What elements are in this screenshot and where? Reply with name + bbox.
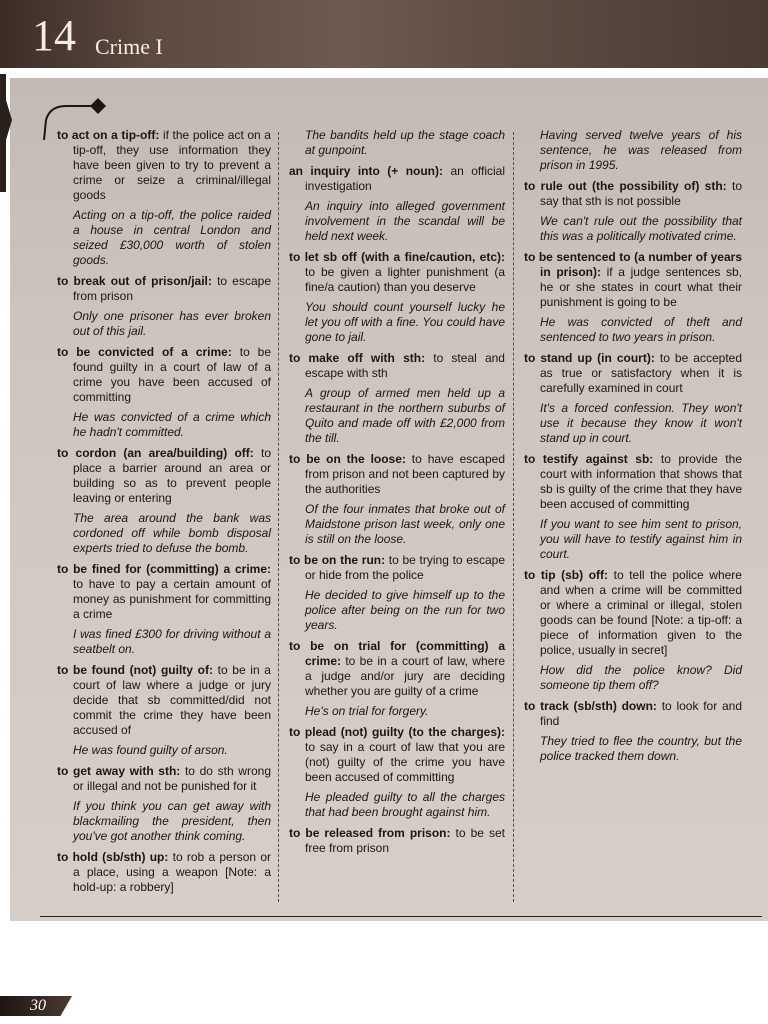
chapter-number: 14 xyxy=(32,11,76,60)
entry-definition: to steal and escape with sth xyxy=(305,351,505,380)
entry-example: He decided to give himself up to the police after being on the run for two years. xyxy=(305,588,505,632)
entry-definition: to be in a court of law, where a judge and/or jury are deciding whether you are guilty of a crime xyxy=(305,654,505,698)
entry-definition: if the police act on a tip-off, they use information they have been given to try to prevent a crime or seize a criminal/illegal goods xyxy=(73,128,271,202)
entry-headword: to track (sb/sth) down: xyxy=(524,699,657,713)
entry-definition: to rob a person or a place, using a weapon [Note: a hold-up: a robbery] xyxy=(73,850,271,894)
entry-definition: an official investigation xyxy=(305,164,506,193)
dictionary-entry xyxy=(57,446,271,506)
entry-headword: to get away with sth: xyxy=(57,764,181,778)
entry-definition: to be given a lighter punishment (a fine/a caution) than you deserve xyxy=(305,265,505,294)
entries-column-1 xyxy=(57,128,271,900)
dictionary-entry xyxy=(524,452,742,512)
entry-definition: if a judge sentences sb, he or she states in court what their punishment is going to be xyxy=(540,265,742,309)
dictionary-entry xyxy=(524,699,742,729)
entry-example: He's on trial for forgery. xyxy=(305,704,429,718)
entry-example: Of the four inmates that broke out of Maidstone prison last week, only one is still on the loose. xyxy=(305,502,505,546)
entry-definition: to say that sth is not possible xyxy=(540,179,742,208)
entry-headword: to be found (not) guilty of: xyxy=(57,663,213,677)
chapter-title: Crime I xyxy=(95,34,163,59)
entry-headword: to make off with sth: xyxy=(289,351,426,365)
entry-headword: to plead (not) guilty (to the charges): xyxy=(289,725,505,739)
entry-example: Acting on a tip-off, the police raided a house in central London and seized £30,000 worth of stolen goods. xyxy=(73,208,271,267)
dictionary-entry xyxy=(524,351,742,396)
entry-definition: to say in a court of law that you are (not) guilty of the crime you have been accused of committing xyxy=(305,740,505,784)
entry-example: I was fined £300 for driving without a seatbelt on. xyxy=(73,627,271,656)
entry-definition: to be trying to escape or hide from the police xyxy=(305,553,505,582)
entry-headword: to rule out (the possibility of) sth: xyxy=(524,179,727,193)
entry-definition: to escape from prison xyxy=(73,274,272,303)
entry-example: Having served twelve years of his sentence, he was released from prison in 1995. xyxy=(540,128,742,172)
entry-example: The area around the bank was cordoned off while bomb disposal experts tried to defuse the bomb. xyxy=(73,511,271,555)
page-number: 30 xyxy=(30,997,46,1014)
entries-column-2 xyxy=(289,128,505,861)
left-edge-tab xyxy=(0,80,12,160)
entry-example: If you want to see him sent to prison, you will have to testify against him in court. xyxy=(540,517,742,561)
entry-headword: to let sb off (with a fine/caution, etc): xyxy=(289,250,505,264)
entry-headword: to be convicted of a crime: xyxy=(57,345,232,359)
entry-headword: to act on a tip-off: xyxy=(57,128,160,142)
entry-headword: to cordon (an area/building) off: xyxy=(57,446,254,460)
dictionary-entry xyxy=(289,553,505,583)
entry-definition: to be found guilty in a court of law of a crime you have been accused of committing xyxy=(73,345,271,404)
entry-headword: to hold (sb/sth) up: xyxy=(57,850,169,864)
entry-example: How did the police know? Did someone tip them off? xyxy=(540,663,742,692)
entry-example: We can't rule out the possibility that this was a politically motivated crime. xyxy=(540,214,742,243)
entry-definition: to be set free from prison xyxy=(305,826,505,855)
entry-example: It's a forced confession. They won't use it because they know it won't stand up in court. xyxy=(540,401,742,445)
entry-example: He was convicted of theft and sentenced to two years in prison. xyxy=(540,315,742,344)
entry-headword: to tip (sb) off: xyxy=(524,568,609,582)
entry-headword: to stand up (in court): xyxy=(524,351,655,365)
entry-headword: to be on trial for (committing) a crime: xyxy=(289,639,505,668)
entry-definition: to have escaped from prison and not been captured by the authorities xyxy=(305,452,505,496)
dictionary-entry xyxy=(57,663,271,738)
chapter-header xyxy=(0,0,768,68)
entry-example: He pleaded guilty to all the charges that had been brought against him. xyxy=(305,790,505,819)
bottom-rule xyxy=(40,916,762,917)
entry-example: Only one prisoner has ever broken out of this jail. xyxy=(73,309,271,338)
entry-headword: to testify against sb: xyxy=(524,452,654,466)
dictionary-entry xyxy=(289,250,505,295)
dictionary-entry xyxy=(57,850,271,895)
entry-example: An inquiry into alleged government involvement in the scandal will be held next week. xyxy=(305,199,505,243)
entry-definition: to be in a court of law where a judge or jury decide that sb committed/did not commit the crime they have been accused of xyxy=(73,663,271,737)
column-divider xyxy=(513,132,514,902)
dictionary-entry xyxy=(524,250,742,310)
entry-definition: to have to pay a certain amount of money as punishment for committing a crime xyxy=(73,577,271,621)
dictionary-entry xyxy=(524,179,742,209)
dictionary-entry xyxy=(57,274,271,304)
entry-headword: an inquiry into (+ noun): xyxy=(289,164,444,178)
entry-definition: to do sth wrong or illegal and not be punished for it xyxy=(73,764,271,793)
entry-example: You should count yourself lucky he let you off with a fine. You could have gone to jail. xyxy=(305,300,505,344)
entry-headword: to break out of prison/jail: xyxy=(57,274,212,288)
dictionary-entry xyxy=(57,128,271,203)
column-divider xyxy=(278,132,279,902)
entry-headword: to be released from prison: xyxy=(289,826,451,840)
entry-definition: to place a barrier around an area or building so as to prevent people leaving or entering xyxy=(73,446,271,505)
dictionary-entry xyxy=(289,351,505,381)
dictionary-entry xyxy=(289,164,505,194)
dictionary-entry xyxy=(57,345,271,405)
entry-example: The bandits held up the stage coach at gunpoint. xyxy=(305,128,505,157)
entry-headword: to be fined for (committing) a crime: xyxy=(57,562,271,576)
entries-column-3 xyxy=(524,128,742,770)
dictionary-entry xyxy=(289,826,505,856)
entry-definition: to tell the police where and when a crime will be committed or where a criminal or illegal, stolen goods can be found [Note: a tip-off: a piece of information given to the police, usually in secret] xyxy=(540,568,742,657)
dictionary-entry xyxy=(57,562,271,622)
dictionary-entry xyxy=(289,725,505,785)
entry-headword: to be on the run: xyxy=(289,553,386,567)
entry-headword: to be sentenced to (a number of years in prison): xyxy=(524,250,742,279)
entry-example: He was found guilty of arson. xyxy=(73,743,228,757)
dictionary-entry xyxy=(289,452,505,497)
entry-example: A group of armed men held up a restaurant in the northern suburbs of Quito and made off with £2,000 from the till. xyxy=(305,386,505,445)
entry-definition: to look for and find xyxy=(540,699,742,728)
entry-example: If you think you can get away with blackmailing the president, then you've got another think coming. xyxy=(73,799,271,843)
entry-example: They tried to flee the country, but the police tracked them down. xyxy=(540,734,742,763)
entry-definition: to be accepted as true or satisfactory when it is carefully examined in court xyxy=(540,351,742,395)
entry-headword: to be on the loose: xyxy=(289,452,406,466)
entry-example: He was convicted of a crime which he hadn't committed. xyxy=(73,410,271,439)
dictionary-entry xyxy=(289,639,505,699)
dictionary-entry xyxy=(524,568,742,658)
entry-definition: to provide the court with information that shows that sb is guilty of the crime that they have been accused of committing xyxy=(540,452,742,511)
dictionary-entry xyxy=(57,764,271,794)
